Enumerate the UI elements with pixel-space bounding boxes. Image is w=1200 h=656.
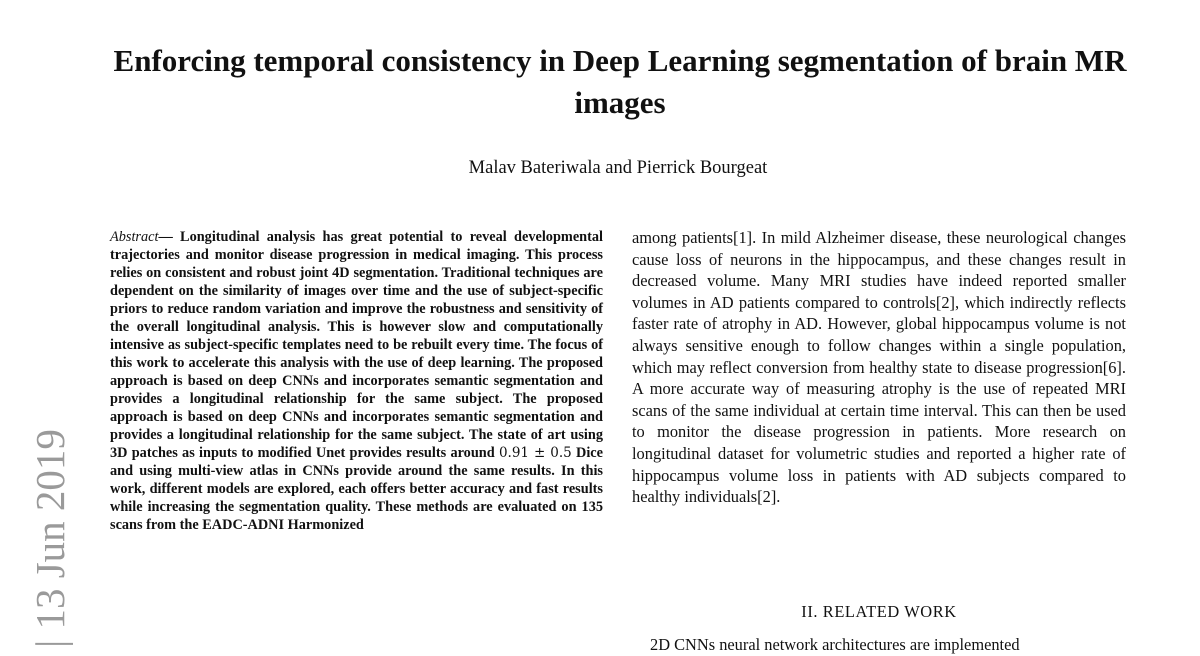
abstract-label: Abstract — [110, 229, 159, 245]
abstract-dash: — — [158, 229, 181, 245]
paper-authors: Malav Bateriwala and Pierrick Bourgeat — [468, 158, 768, 178]
abstract-text-before: Longitudinal analysis has great potential to reveal developmental trajectories and monitor disease progression in medical imaging. This process relies on consistent and robust joint 4D segmentation. Traditional techniques are dependent on the similarity of images over time and the use of subject-specific priors to reduce random variation and improve the robustness and sensitivity of the overall longitudinal analysis. This is however slow and computationally intensive as subject-specific templates need to be rebuilt every time. The focus of this work to accelerate this analysis with the use of deep learning. The proposed approach is based on deep CNNs and incorporates semantic segmentation and provides a longitudinal relationship for the same subject. The proposed approach is based on deep CNNs and incorporates semantic segmentation and provides a longitudinal relationship for the same subject. The state of art using 3D patches as inputs to modified Unet provides results around — [110, 229, 603, 461]
abstract-math: 0.91 ± 0.5 — [498, 445, 572, 461]
abstract-block — [110, 228, 603, 534]
right-column-paragraph: among patients[1]. In mild Alzheimer disease, these neurological changes cause loss of neurons in the hippocampus, and these changes result in decreased volume. Many MRI studies have indeed reported smaller volumes in AD patients compared to controls[2], which indirectly reflects faster rate of atrophy in AD. However, global hippocampus volume is not always sensitive enough to follow changes within a single population, which may reflect conversion from healthy state to disease progression[6]. A more accurate way of measuring atrophy is the use of repeated MRI scans of the same individual at certain time interval. This can then be used to monitor the disease progression in patients. More research on longitudinal dataset for volumetric studies and reported a higher rate of hippocampus volume loss in patients with AD subjects compared to healthy individuals[2]. — [632, 228, 1126, 507]
related-work-first-line: 2D CNNs neural network architectures are implemented — [650, 635, 1020, 654]
section-heading-related-work: II. RELATED WORK — [801, 602, 957, 621]
arxiv-date-stamp: | 13 Jun 2019 — [27, 429, 73, 648]
paper-title: Enforcing temporal consistency in Deep Learning segmentation of brain MR images — [113, 43, 1127, 120]
abstract-text-after: Dice and using multi-view atlas in CNNs provide around the same results. In this work, different models are explored, each offers better accuracy and fast results while increasing the segmentation quality. These methods are evaluated on 135 scans from the EADC-ADNI Harmonized — [110, 445, 603, 533]
